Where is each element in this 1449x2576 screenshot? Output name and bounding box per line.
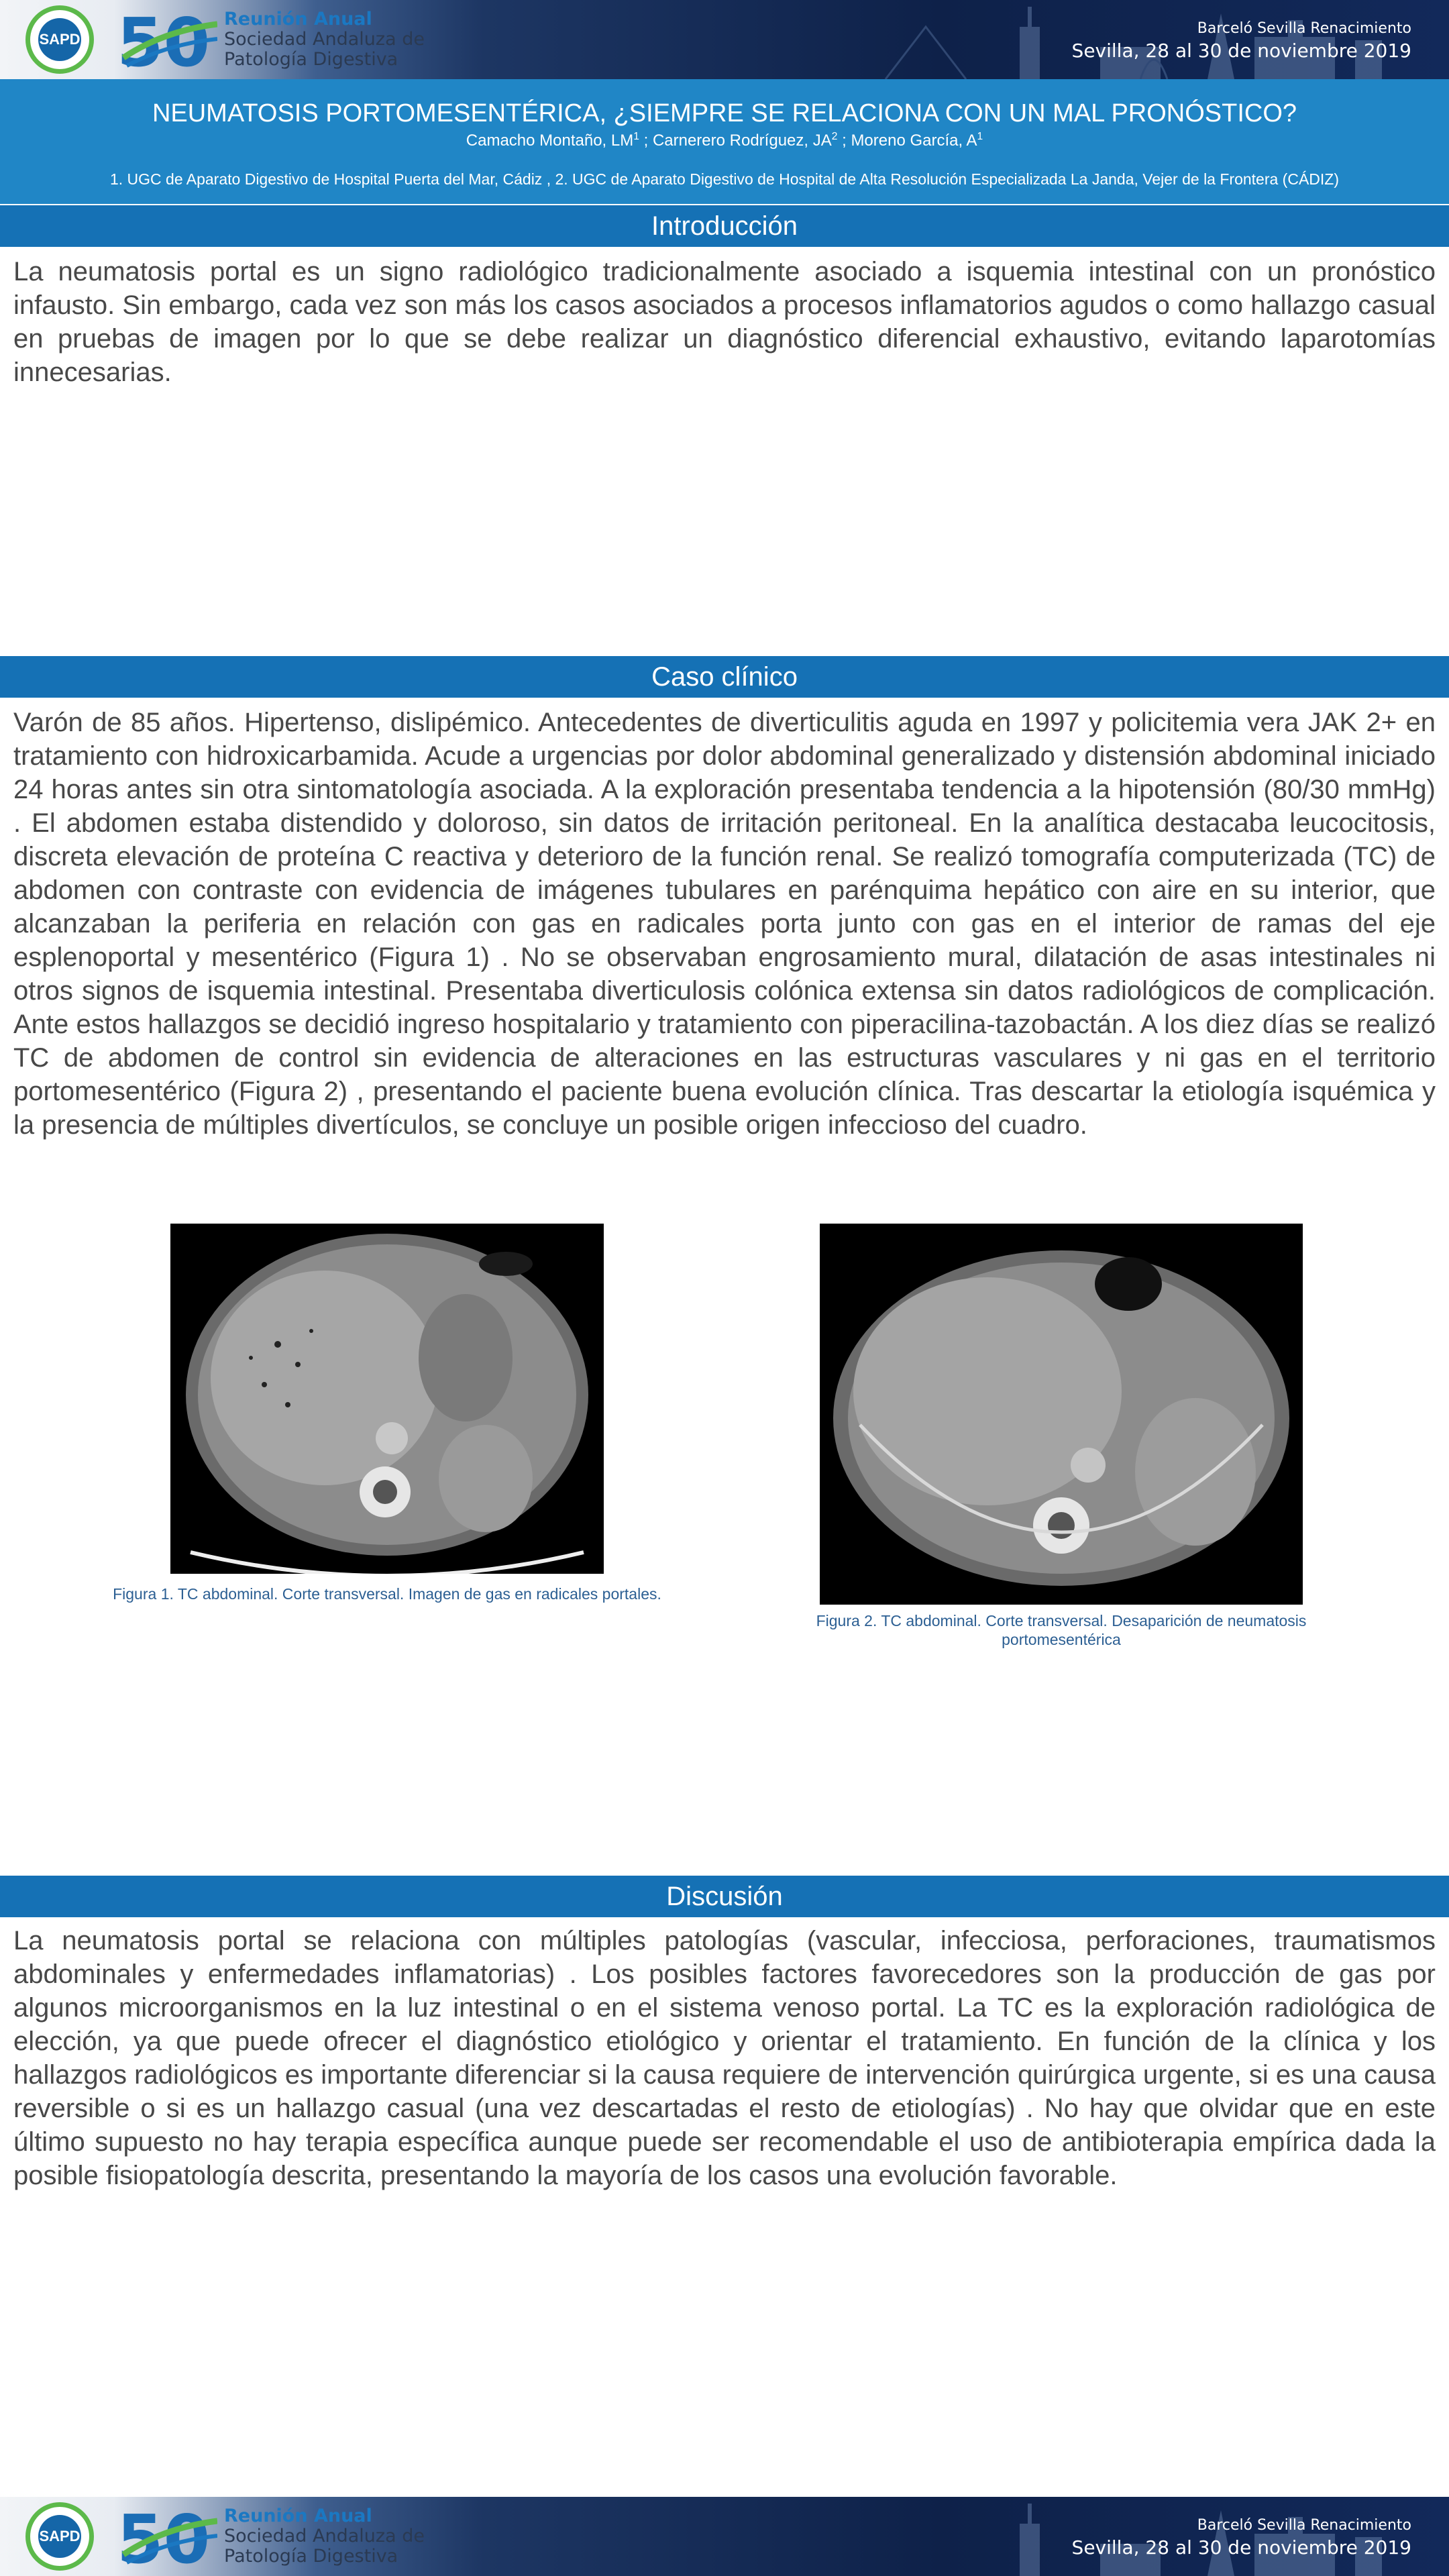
sapd-logo-text: SAPD xyxy=(38,18,81,61)
venue-info xyxy=(1072,19,1411,63)
sapd-logo xyxy=(25,5,94,74)
organization-name xyxy=(224,9,425,70)
venue-info xyxy=(1072,2516,1411,2560)
figure-2-caption: Figura 2. TC abdominal. Corte transversal. Desaparición de neumatosis portomesentérica xyxy=(816,1612,1307,1648)
fifty-number: 50 xyxy=(117,2501,211,2572)
sapd-logo xyxy=(25,2502,94,2571)
author-name: Camacho Montaño, LM xyxy=(466,131,634,150)
section-heading-discussion: Discusión xyxy=(0,1876,1449,1917)
ct-scan-illustration-1 xyxy=(170,1224,604,1574)
org-line-3: Patología Digestiva xyxy=(224,49,398,70)
title-block xyxy=(0,79,1449,204)
organization-name xyxy=(224,2506,425,2567)
authors-line: Camacho Montaño, $LM^1$ ; Carnerero Rodríguez, $JA^2$ ; Moreno García, $A^1$ xyxy=(466,131,983,150)
author-name: Moreno García, A xyxy=(851,131,977,150)
venue-name: Barceló Sevilla Renacimiento xyxy=(1197,20,1411,37)
fifty-anniversary-logo xyxy=(117,4,217,75)
section-heading-case: Caso clínico xyxy=(0,656,1449,698)
author-affiliation-number: 2 xyxy=(831,131,838,142)
section-heading-intro: Introducción xyxy=(0,205,1449,247)
org-line-3: Patología Digestiva xyxy=(224,2546,398,2567)
figure-1-caption: Figura 1. TC abdominal. Corte transversal. Imagen de gas en radicales portales. xyxy=(113,1585,661,1603)
org-line-1: Reunión Anual xyxy=(224,2506,372,2526)
fifty-number: 50 xyxy=(117,4,211,75)
figure-1-ct-image xyxy=(170,1224,604,1574)
footer-banner xyxy=(0,2497,1449,2576)
author-name: Carnerero Rodríguez, JA xyxy=(652,131,832,150)
sapd-logo-text: SAPD xyxy=(38,2515,81,2558)
venue-dates: Sevilla, 28 al 30 de noviembre 2019 xyxy=(1071,2536,1411,2559)
org-line-1: Reunión Anual xyxy=(224,9,372,30)
case-text: Varón de 85 años. Hipertenso, dislipémico. Antecedentes de diverticulitis aguda en 1997 y policitemia vera JAK 2+ en tratamiento con hidroxicarbamida. Acude a urgencias por dolor abdominal generalizado y distensión abdominal iniciado 24 horas antes sin otra sintomatología asociada. A la exploración presentaba tendencia a la hipotensión (80/30 mmHg) . El abdomen estaba distendido y doloroso, sin datos de irritación peritoneal. En la analítica destacaba leucocitosis, discreta elevación de proteína C reactiva y deterioro de la función renal. Se realizó tomografía computerizada (TC) de abdomen con contraste con evidencia de imágenes tubulares en parénquima hepático con aire en su interior, que alcanzaban la periferia en relación con gas en radicales porta junto con gas en el interior de ramas del eje esplenoportal y mesentérico (Figura 1) . No se observaban engrosamiento mural, dilatación de asas intestinales ni otros signos de isquemia intestinal. Presentaba diverticulosis colónica extensa sin datos radiológicos de complicación. Ante estos hallazgos se decidió ingreso hospitalario y tratamiento con piperacilina-tazobactán. A los diez días se realizó TC de abdomen de control sin evidencia de alteraciones en las estructuras vasculares y ni gas en el territorio portomesentérico (Figura 2) , presentando el paciente buena evolución clínica. Tras descartar la etiología isquémica y la presencia de múltiples divertículos, se concluye un posible origen infeccioso del cuadro. xyxy=(13,708,1436,1140)
venue-dates: Sevilla, 28 al 30 de noviembre 2019 xyxy=(1071,40,1411,62)
ct-scan-illustration-2 xyxy=(820,1224,1303,1605)
org-line-2: Sociedad Andaluza de xyxy=(224,29,425,50)
org-line-2: Sociedad Andaluza de xyxy=(224,2526,425,2546)
header-banner xyxy=(0,0,1449,79)
intro-text: La neumatosis portal es un signo radiológico tradicionalmente asociado a isquemia intestinal con un pronóstico infausto. Sin embargo, cada vez son más los casos asociados a procesos inflamatorios agudos o como hallazgo casual en pruebas de imagen por lo que se debe realizar un diagnóstico diferencial exhaustivo, evitando laparotomías innecesarias. xyxy=(13,257,1436,387)
author-affiliation-number: 1 xyxy=(633,131,639,142)
author-affiliation-number: 1 xyxy=(977,131,983,142)
figure-2-ct-image xyxy=(820,1224,1303,1605)
discussion-text: La neumatosis portal se relaciona con múltiples patologías (vascular, infecciosa, perforaciones, traumatismos abdominales y enfermedades inflamatorias) . Los posibles factores favorecedores son la producción de gas por algunos microorganismos en la luz intestinal o en el sistema venoso portal. La TC es la exploración radiológica de elección, ya que puede ofrecer el diagnóstico etiológico y orientar el tratamiento. En función de la clínica y los hallazgos radiológicos es importante diferenciar si la causa requiere de intervención quirúrgica urgente, si es una causa reversible o si es un hallazgo casual (una vez descartadas el resto de etiologías) . No hay que olvidar que en este último supuesto no hay terapia específica aunque puede ser recomendable el uso de antibioterapia empírica dada la posible fisiopatología descrita, presentando la mayoría de los casos una evolución favorable. xyxy=(13,1926,1436,2190)
poster-title: NEUMATOSIS PORTOMESENTÉRICA, ¿SIEMPRE SE RELACIONA CON UN MAL PRONÓSTICO? xyxy=(152,99,1297,127)
affiliations: 1. UGC de Aparato Digestivo de Hospital Puerta del Mar, Cádiz , 2. UGC de Aparato Digestivo de Hospital de Alta Resolución Especializada La Janda, Vejer de la Frontera (CÁDIZ) xyxy=(109,170,1339,188)
venue-name: Barceló Sevilla Renacimiento xyxy=(1197,2517,1411,2534)
fifty-anniversary-logo xyxy=(117,2501,217,2572)
